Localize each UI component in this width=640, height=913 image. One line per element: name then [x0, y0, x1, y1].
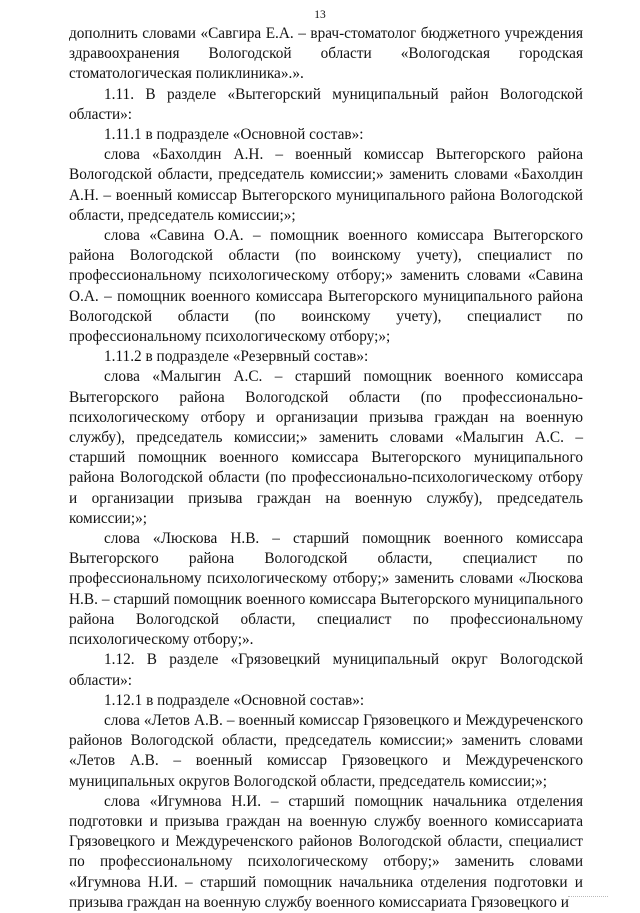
scan-artifact [568, 896, 608, 899]
document-body [69, 24, 583, 913]
subsection-1-11-1: 1.11.1 в подразделе «Основной состав»: [104, 126, 364, 144]
section-heading-1-11: 1.11. В разделе «Вытегорский муниципальный район Вологодской области»: [69, 85, 583, 123]
section-heading-1-12: 1.12. В разделе «Грязовецкий муниципальный округ Вологодской области»: [69, 651, 583, 689]
page-number: 13 [314, 9, 326, 21]
subsection-1-12-1: 1.12.1 в подразделе «Основной состав»: [104, 691, 365, 709]
amendment-paragraph: слова «Бахолдин А.Н. – военный комиссар Вытегорского района Вологодской области, председатель комиссии;» заменить словами «Бахолдин А.Н. – военный комиссар Вытегорского муниципального района Вологодской области, председатель комиссии;»; [69, 146, 583, 224]
subsection-1-11-2: 1.11.2 в подразделе «Резервный состав»: [104, 348, 369, 366]
paragraph-continuation: дополнить словами «Савгира Е.А. – врач-стоматолог бюджетного учреждения здравоохранения Вологодской области «Вологодская городская стоматологическая поликлиника».». [69, 25, 583, 83]
amendment-paragraph: слова «Люскова Н.В. – старший помощник военного комиссара Вытегорского района Вологодской области, специалист по профессиональному психологическому отбору;» заменить словами «Люскова Н.В. – старший помощник военного комиссара Вытегорского муниципального района Вологодской области, специалист по профессиональному психологическому отбору;». [69, 530, 583, 649]
amendment-paragraph: слова «Летов А.В. – военный комиссар Грязовецкого и Междуреченского районов Вологодской области, председатель комиссии;» заменить словами «Летов А.В. – военный комиссар Грязовецкого и Междуреченского муниципальных округов Вологодской области, председатель комиссии;»; [69, 711, 583, 790]
amendment-paragraph: слова «Малыгин А.С. – старший помощник военного комиссара Вытегорского района Вологодской области (по профессионально-психологическому отбору и организации призыва граждан на военную службу), председатель комиссии;» заменить словами «Малыгин А.С. – старший помощник военного комиссара Вытегорского муниципального района Вологодской области (по профессионально-психологическому отбору и организации призыва граждан на военную службу), председатель комиссии;»; [69, 368, 583, 527]
amendment-paragraph: слова «Игумнова Н.И. – старший помощник начальника отделения подготовки и призыва граждан на военную службу военного комиссариата Грязовецкого и Междуреченского районов Вологодской области, специалист по профессиональному психологическому отбору;» заменить словами «Игумнова Н.И. – старший помощник начальника отделения подготовки и призыва граждан на военную службу военного комиссариата Грязовецкого и [69, 792, 583, 911]
amendment-paragraph: слова «Савина О.А. – помощник военного комиссара Вытегорского района Вологодской области (по воинскому учету), специалист по профессиональному психологическому отбору;» заменить словами «Савина О.А. – помощник военного комиссара Вытегорского муниципального района Вологодской области (по воинскому учету), специалист по профессиональному психологическому отбору;»; [69, 227, 583, 346]
